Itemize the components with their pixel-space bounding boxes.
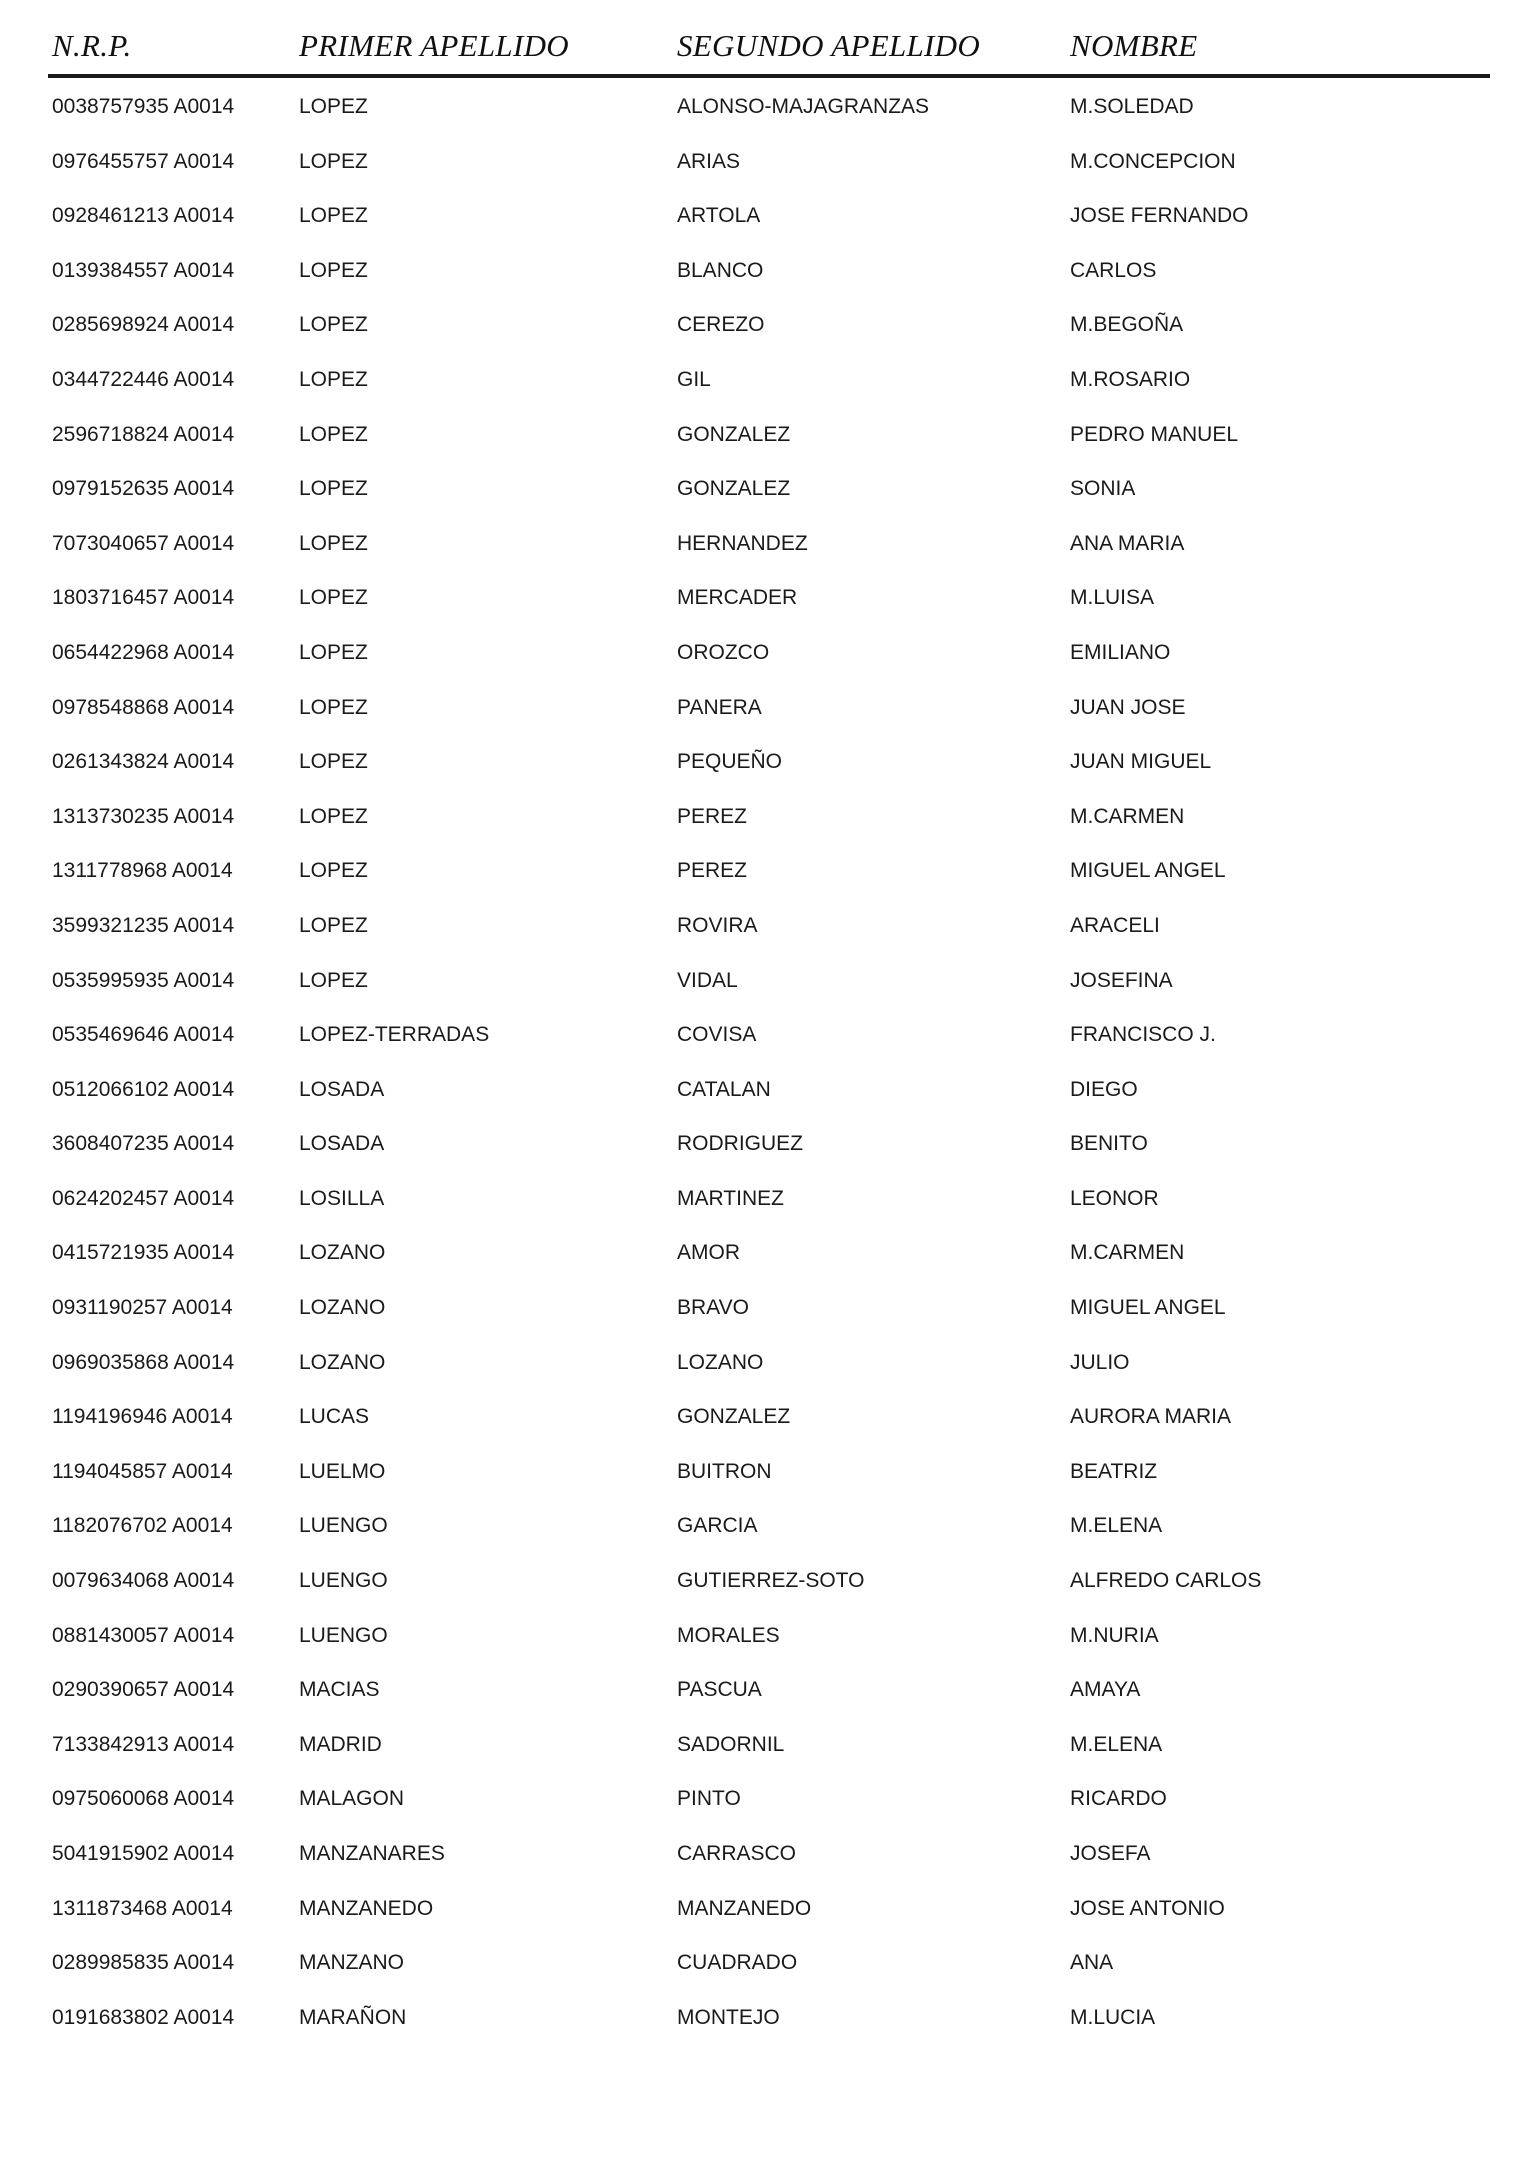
cell-segundo-apellido: COVISA [677,1023,757,1047]
table-row [0,1070,1521,1125]
cell-segundo-apellido: PINTO [677,1787,741,1811]
cell-segundo-apellido: GIL [677,367,711,391]
cell-primer-apellido: LOPEZ-TERRADAS [299,1023,490,1047]
table-row [0,688,1521,743]
cell-nrp: 0976455757 A0014 [52,149,235,173]
cell-nrp: 0881430057 A0014 [52,1623,235,1647]
cell-nrp: 0038757935 A0014 [52,95,235,118]
cell-segundo-apellido: PEREZ [677,859,748,883]
cell-nrp: 0624202457 A0014 [52,1186,235,1210]
cell-segundo-apellido: BUITRON [677,1459,772,1483]
cell-nombre: EMILIANO [1070,640,1171,664]
cell-nombre: M.LUISA [1070,586,1155,610]
cell-nrp: 0928461213 A0014 [52,204,235,228]
cell-nrp: 0415721935 A0014 [52,1241,235,1265]
table-row [0,1506,1521,1561]
table-row [0,1288,1521,1343]
cell-nombre: MIGUEL ANGEL [1070,859,1226,883]
table-row [0,1124,1521,1179]
cell-nrp: 0290390657 A0014 [52,1678,235,1702]
cell-segundo-apellido: MORALES [677,1623,780,1647]
cell-primer-apellido: MADRID [299,1732,382,1756]
cell-nrp: 3608407235 A0014 [52,1132,235,1156]
cell-primer-apellido: LOPEZ [299,149,368,173]
cell-primer-apellido: LOPEZ [299,313,368,337]
cell-nombre: PEDRO MANUEL [1070,422,1239,446]
cell-segundo-apellido: AMOR [677,1241,740,1265]
cell-primer-apellido: LOPEZ [299,804,368,828]
table-row [0,1998,1521,2053]
cell-nrp: 1311778968 A0014 [52,859,233,883]
cell-nrp: 0139384557 A0014 [52,258,235,282]
cell-nombre: M.CARMEN [1070,1241,1185,1265]
cell-segundo-apellido: MANZANEDO [677,1896,812,1920]
cell-primer-apellido: MANZANO [299,1951,404,1975]
cell-nombre: AMAYA [1070,1678,1141,1702]
cell-primer-apellido: MACIAS [299,1678,380,1702]
cell-primer-apellido: LUENGO [299,1623,388,1647]
cell-primer-apellido: LOPEZ [299,422,368,446]
cell-segundo-apellido: GONZALEZ [677,1405,791,1429]
cell-nombre: M.BEGOÑA [1070,313,1184,337]
cell-primer-apellido: LOZANO [299,1296,386,1320]
cell-primer-apellido: LOPEZ [299,531,368,555]
table-row [0,305,1521,360]
cell-nrp: 0261343824 A0014 [52,750,235,774]
cell-nombre: JOSEFA [1070,1842,1151,1865]
cell-nombre: BENITO [1070,1132,1148,1156]
table-row [0,578,1521,633]
cell-segundo-apellido: CARRASCO [677,1842,797,1865]
cell-nrp: 1803716457 A0014 [52,586,235,610]
cell-nrp: 3599321235 A0014 [52,913,235,937]
cell-nrp: 0191683802 A0014 [52,2005,235,2029]
table-row [0,797,1521,852]
column-header-segundo-apellido: SEGUNDO APELLIDO [677,28,981,63]
cell-segundo-apellido: BLANCO [677,258,764,282]
cell-segundo-apellido: ALONSO-MAJAGRANZAS [677,95,930,118]
cell-nombre: BEATRIZ [1070,1459,1158,1483]
cell-nombre: SONIA [1070,477,1136,501]
cell-segundo-apellido: PANERA [677,695,762,719]
cell-nrp: 7133842913 A0014 [52,1732,235,1756]
cell-nombre: AURORA MARIA [1070,1405,1232,1429]
cell-nombre: M.SOLEDAD [1070,95,1194,118]
cell-primer-apellido: LOSADA [299,1077,385,1101]
cell-segundo-apellido: VIDAL [677,968,738,992]
cell-segundo-apellido: CEREZO [677,313,765,337]
cell-segundo-apellido: GONZALEZ [677,422,791,446]
cell-segundo-apellido: CUADRADO [677,1951,798,1975]
header-divider [48,74,1490,78]
cell-segundo-apellido: MONTEJO [677,2005,780,2029]
cell-nombre: JOSE FERNANDO [1070,204,1249,228]
cell-nombre: ALFREDO CARLOS [1070,1569,1262,1593]
cell-segundo-apellido: MERCADER [677,586,798,610]
cell-nrp: 0535995935 A0014 [52,968,235,992]
cell-nrp: 0979152635 A0014 [52,477,235,501]
table-row [0,524,1521,579]
column-header-nrp: N.R.P. [52,28,132,63]
cell-nombre: M.ELENA [1070,1514,1163,1538]
cell-nombre: JULIO [1070,1350,1130,1374]
cell-primer-apellido: LOZANO [299,1350,386,1374]
cell-segundo-apellido: GUTIERREZ-SOTO [677,1569,865,1593]
table-row [0,1943,1521,1998]
cell-primer-apellido: LUENGO [299,1569,388,1593]
cell-nombre: FRANCISCO J. [1070,1023,1216,1047]
cell-nrp: 0289985835 A0014 [52,1951,235,1975]
cell-nombre: M.LUCIA [1070,2005,1156,2029]
column-header-primer-apellido: PRIMER APELLIDO [299,28,569,63]
cell-nombre: CARLOS [1070,258,1157,282]
cell-segundo-apellido: MARTINEZ [677,1186,784,1210]
cell-segundo-apellido: OROZCO [677,640,770,664]
cell-nrp: 1194045857 A0014 [52,1459,233,1483]
cell-primer-apellido: LOPEZ [299,968,368,992]
table-row [0,1179,1521,1234]
table-row [0,1015,1521,1070]
table-row [0,1779,1521,1834]
cell-segundo-apellido: BRAVO [677,1296,749,1320]
cell-primer-apellido: LOPEZ [299,586,368,610]
cell-nrp: 0978548868 A0014 [52,695,235,719]
cell-segundo-apellido: ROVIRA [677,913,758,937]
table-row [0,1670,1521,1725]
table-row [0,851,1521,906]
cell-primer-apellido: LOSILLA [299,1186,385,1210]
table-row [0,142,1521,197]
cell-nombre: M.CONCEPCION [1070,149,1236,173]
cell-nrp: 1311873468 A0014 [52,1896,233,1920]
cell-primer-apellido: LUELMO [299,1459,386,1483]
table-row [0,961,1521,1016]
cell-nombre: JOSEFINA [1070,968,1173,992]
table-row [0,1233,1521,1288]
cell-primer-apellido: LOPEZ [299,258,368,282]
cell-primer-apellido: LOPEZ [299,640,368,664]
cell-nrp: 2596718824 A0014 [52,422,235,446]
cell-nombre: JUAN JOSE [1070,695,1186,719]
cell-segundo-apellido: GONZALEZ [677,477,791,501]
table-row [0,1452,1521,1507]
cell-segundo-apellido: RODRIGUEZ [677,1132,803,1156]
cell-nrp: 5041915902 A0014 [52,1842,235,1865]
cell-nrp: 1182076702 A0014 [52,1514,233,1538]
cell-segundo-apellido: GARCIA [677,1514,758,1538]
cell-nrp: 1194196946 A0014 [52,1405,233,1429]
cell-nombre: JUAN MIGUEL [1070,750,1212,774]
cell-primer-apellido: MANZANARES [299,1842,445,1865]
cell-nrp: 0344722446 A0014 [52,367,235,391]
table-row [0,1725,1521,1780]
table-row [0,469,1521,524]
cell-nombre: ARACELI [1070,913,1160,937]
table-row [0,415,1521,470]
table-row [0,360,1521,415]
cell-nrp: 0931190257 A0014 [52,1296,233,1320]
cell-nombre: MIGUEL ANGEL [1070,1296,1226,1320]
cell-nrp: 0512066102 A0014 [52,1077,235,1101]
cell-primer-apellido: LOPEZ [299,750,368,774]
cell-segundo-apellido: ARIAS [677,149,741,173]
cell-nrp: 0285698924 A0014 [52,313,235,337]
table-row [0,1889,1521,1944]
cell-primer-apellido: MALAGON [299,1787,405,1811]
table-row [0,196,1521,251]
cell-primer-apellido: LOPEZ [299,367,368,391]
cell-primer-apellido: LUCAS [299,1405,370,1429]
column-header-nombre: NOMBRE [1070,28,1198,63]
cell-primer-apellido: LOPEZ [299,695,368,719]
cell-segundo-apellido: CATALAN [677,1077,771,1101]
cell-segundo-apellido: ARTOLA [677,204,761,228]
table-row [0,87,1521,142]
table-row [0,633,1521,688]
cell-nombre: JOSE ANTONIO [1070,1896,1225,1920]
cell-primer-apellido: LOPEZ [299,204,368,228]
cell-nombre: M.ROSARIO [1070,367,1191,391]
cell-primer-apellido: LOPEZ [299,95,368,118]
cell-primer-apellido: LOZANO [299,1241,386,1265]
cell-nombre: ANA MARIA [1070,531,1185,555]
cell-primer-apellido: LOPEZ [299,859,368,883]
table-row [0,251,1521,306]
table-row [0,906,1521,961]
cell-primer-apellido: LUENGO [299,1514,388,1538]
cell-segundo-apellido: SADORNIL [677,1732,785,1756]
cell-nombre: LEONOR [1070,1186,1159,1210]
cell-segundo-apellido: LOZANO [677,1350,764,1374]
cell-nrp: 0969035868 A0014 [52,1350,235,1374]
table-row [0,1397,1521,1452]
table-row [0,1343,1521,1398]
table-header [0,28,1521,72]
cell-nombre: M.CARMEN [1070,804,1185,828]
cell-nrp: 0654422968 A0014 [52,640,235,664]
cell-segundo-apellido: HERNANDEZ [677,531,808,555]
table-row [0,1561,1521,1616]
cell-nrp: 7073040657 A0014 [52,531,235,555]
cell-nombre: DIEGO [1070,1077,1138,1101]
table-row [0,742,1521,797]
table-row [0,1834,1521,1889]
cell-nombre: M.ELENA [1070,1732,1163,1756]
cell-primer-apellido: LOPEZ [299,913,368,937]
cell-primer-apellido: MARAÑON [299,2005,407,2029]
cell-nrp: 0535469646 A0014 [52,1023,235,1047]
cell-segundo-apellido: PEQUEÑO [677,750,783,774]
cell-nrp: 0079634068 A0014 [52,1569,235,1593]
cell-nombre: M.NURIA [1070,1623,1159,1647]
cell-nombre: ANA [1070,1951,1114,1975]
cell-nrp: 0975060068 A0014 [52,1787,235,1811]
cell-segundo-apellido: PEREZ [677,804,748,828]
cell-nrp: 1313730235 A0014 [52,804,235,828]
cell-primer-apellido: MANZANEDO [299,1896,434,1920]
cell-nombre: RICARDO [1070,1787,1167,1811]
cell-primer-apellido: LOSADA [299,1132,385,1156]
cell-primer-apellido: LOPEZ [299,477,368,501]
cell-segundo-apellido: PASCUA [677,1678,762,1702]
table-row [0,1616,1521,1671]
table-body [0,87,1521,2052]
